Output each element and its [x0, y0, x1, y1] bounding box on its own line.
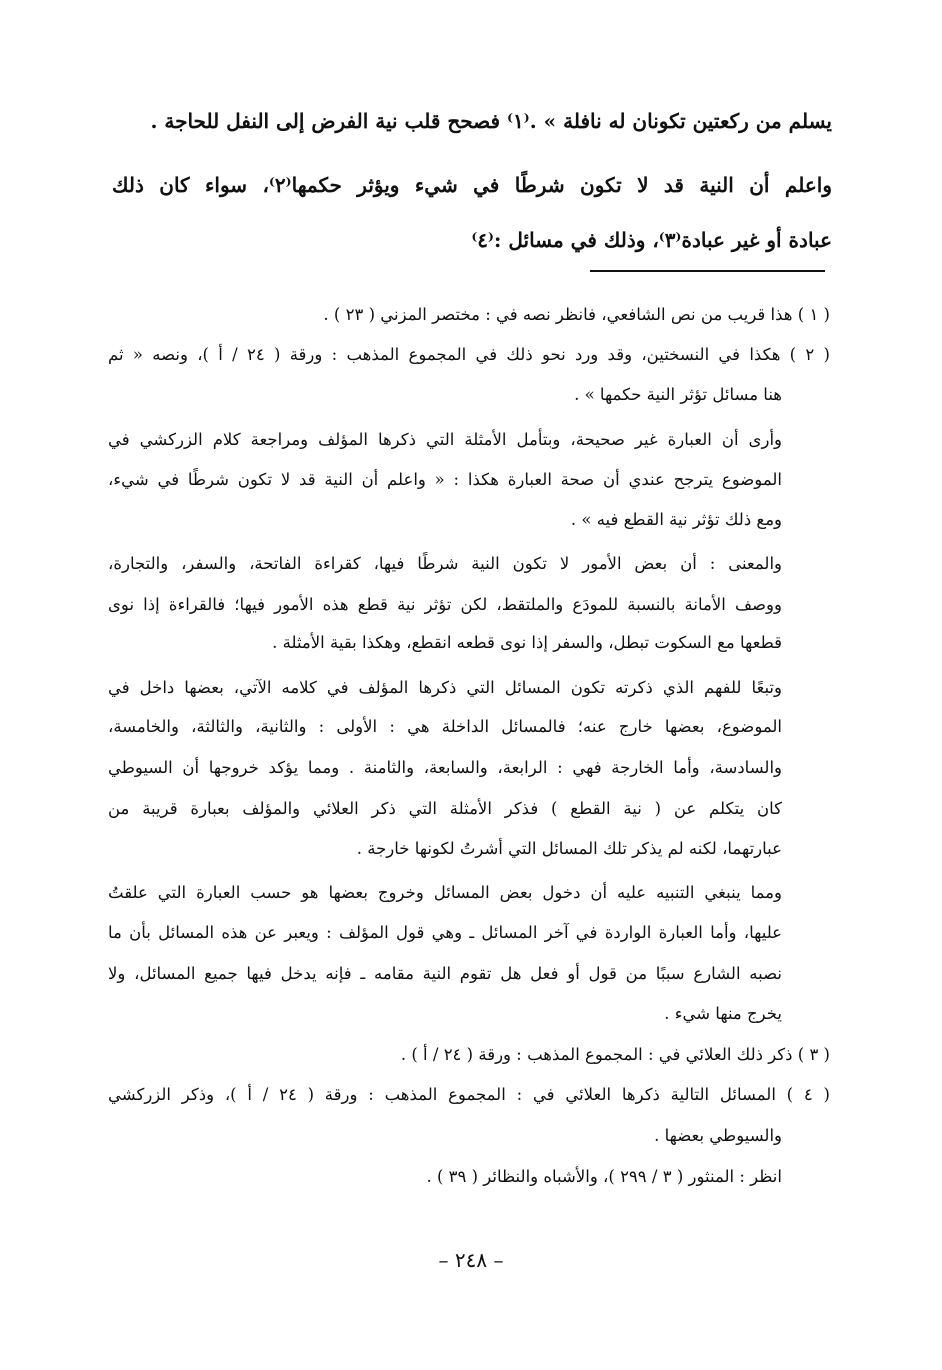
footnote-line: الموضوع يترجح عندي أن صحة العبارة هكذا : « واعلم أن النية قد لا تكون شرطًا في شيء، [108, 470, 782, 489]
footnote-line: عليها، وأما العبارة الواردة في آخر المسائل ـ وهي قول المؤلف : ويعبر عن هذه المسائل بأن ما [108, 923, 782, 942]
footnote-line: يخرج منها شيء . [664, 1004, 782, 1023]
footnote-line: انظر : المنثور ( ٣ / ٢٩٩ )، والأشباه والنظائر ( ٣٩ ) . [426, 1167, 782, 1186]
footnote-line: وأرى أن العبارة غير صحيحة، وبتأمل الأمثلة التي ذكرها المؤلف ومراجعة كلام الزركشي في [108, 430, 782, 449]
footnote-line: وتبعًا للفهم الذي ذكرته تكون المسائل التي ذكرها المؤلف في كلامه الآتي، بعضها داخل في [108, 678, 782, 697]
footnote-separator [590, 270, 825, 272]
footnote-line: ومما ينبغي التنبيه عليه أن دخول بعض المسائل وخروج بعضها هو حسب العبارة التي علقتُ [108, 883, 782, 902]
footnote-line: والسيوطي بعضها . [654, 1126, 782, 1145]
footnote-line: والسادسة، وأما الخارجة فهي : الرابعة، والسابعة، والثامنة . ومما يؤكد خروجها أن السيوطي [108, 758, 782, 777]
footnote-line: ومع ذلك تؤثر نية القطع فيه » . [570, 510, 782, 529]
main-text-line-2: واعلم أن النية قد لا تكون شرطًا في شيء ويؤثر حكمها⁽٢⁾، سواء كان ذلك [112, 173, 832, 197]
footnote-line: ( ١ ) هذا قريب من نص الشافعي، فانظر نصه في : مختصر المزني ( ٢٣ ) . [323, 305, 830, 324]
footnote-line: كان يتكلم عن ( نية القطع ) فذكر الأمثلة التي ذكر العلائي والمؤلف بعبارة قريبة من [108, 799, 782, 818]
footnote-line: ووصف الأمانة بالنسبة للمودَع والملتقط، لكن تؤثر نية قطع هذه الأمور فيها؛ فالقراءة إذا نوى [108, 595, 782, 614]
main-text-line-3: عبادة أو غير عبادة⁽٣⁾، وذلك في مسائل :⁽٤⁾ [471, 228, 832, 252]
footnote-line: والمعنى : أن بعض الأمور لا تكون النية شرطًا فيها، كقراءة الفاتحة، والسفر، والتجارة، [108, 554, 782, 573]
main-text-line-1: يسلم من ركعتين تكونان له نافلة » .⁽١⁾ فصحح قلب نية الفرض إلى النفل للحاجة . [150, 109, 832, 133]
footnote-line: قطعها مع السكوت تبطل، والسفر إذا نوى قطعه انقطع، وهكذا بقية الأمثلة . [272, 633, 782, 652]
footnote-line: ( ٤ ) المسائل التالية ذكرها العلائي في : المجموع المذهب : ورقة ( ٢٤ / أ )، وذكر الزركشي [108, 1085, 830, 1104]
footnote-line: عبارتهما، لكنه لم يذكر تلك المسائل التي أشرتُ لكونها خارجة . [356, 839, 782, 858]
footnote-line: ( ٢ ) هكذا في النسختين، وقد ورد نحو ذلك في المجموع المذهب : ورقة ( ٢٤ / أ )، ونصه « ثم [108, 345, 830, 364]
footnote-line: هنا مسائل تؤثر النية حكمها » . [574, 385, 782, 404]
footnote-line: ( ٣ ) ذكر ذلك العلائي في : المجموع المذهب : ورقة ( ٢٤ / أ ) . [400, 1045, 830, 1064]
footnote-line: نصبه الشارع سببًا من قول أو فعل هل تقوم النية مقامه ـ فإنه يدخل فيها جميع المسائل، ولا [108, 964, 782, 983]
footnote-line: الموضوع، بعضها خارج عنه؛ فالمسائل الداخلة هي : الأولى : والثانية، والثالثة، والخامسة، [108, 717, 782, 736]
page-number: – ٢٤٨ – [438, 1248, 504, 1272]
